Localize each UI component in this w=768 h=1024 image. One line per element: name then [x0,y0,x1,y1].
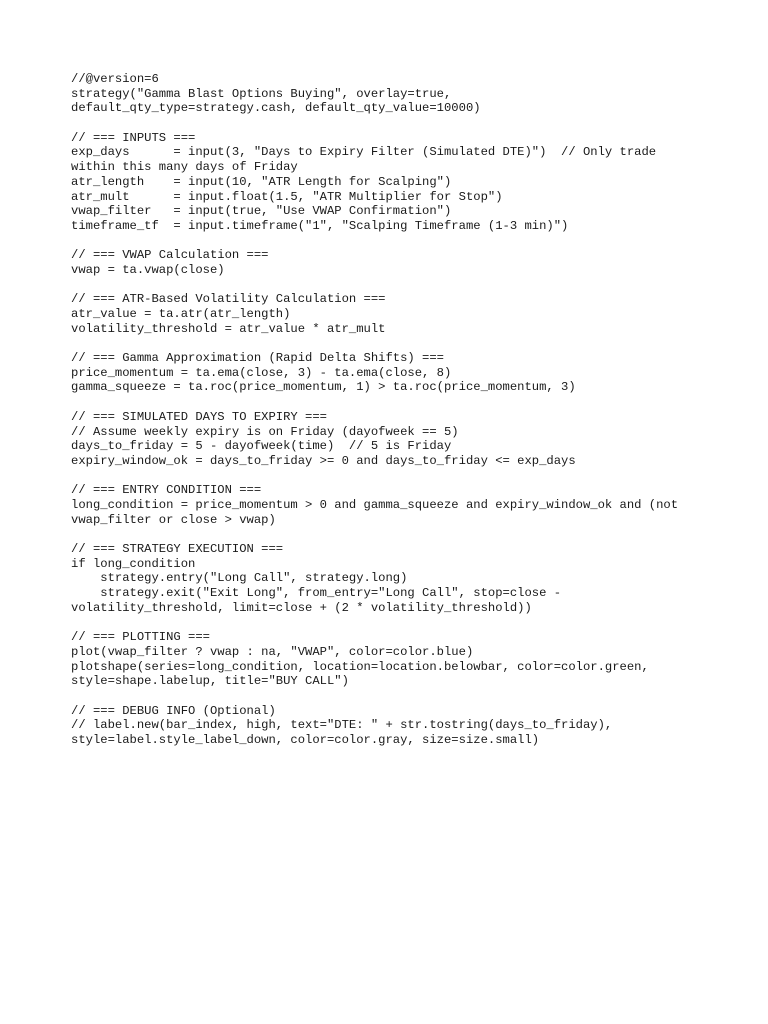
code-line: gamma_squeeze = ta.roc(price_momentum, 1) > ta.roc(price_momentum, 3) [71,380,576,395]
code-line: // === DEBUG INFO (Optional) [71,703,276,718]
code-line: exp_days = input(3, "Days to Expiry Filter (Simulated DTE)") // Only trade [71,145,657,160]
blank-line [71,395,711,410]
code-line: //@version=6 [71,72,159,86]
code-line: strategy.exit("Exit Long", from_entry="Long Call", stop=close - [71,586,562,601]
code-line: // label.new(bar_index, high, text="DTE: " + str.tostring(days_to_friday), [71,718,613,733]
code-line: // === ENTRY CONDITION === [71,483,262,498]
code-line: volatility_threshold = atr_value * atr_mult [71,321,386,336]
code-line: plotshape(series=long_condition, location=location.belowbar, color=color.green, [71,659,649,674]
blank-line [71,336,711,351]
code-line: if long_condition [71,556,196,571]
code-line: strategy("Gamma Blast Options Buying", overlay=true, [71,86,452,101]
code-line: // === VWAP Calculation === [71,248,269,263]
code-line: vwap_filter = input(true, "Use VWAP Confirmation") [71,204,452,219]
blank-line [71,116,711,131]
code-line: expiry_window_ok = days_to_friday >= 0 and days_to_friday <= exp_days [71,453,576,468]
code-line: strategy.entry("Long Call", strategy.long) [71,571,408,586]
code-line: // === ATR-Based Volatility Calculation === [71,292,386,307]
code-document [71,72,711,748]
code-line: // === PLOTTING === [71,630,210,645]
blank-line [71,615,711,630]
blank-line [71,234,711,249]
code-line: vwap = ta.vwap(close) [71,262,225,277]
code-line: atr_value = ta.atr(atr_length) [71,307,291,321]
code-line: timeframe_tf = input.timeframe("1", "Scalping Timeframe (1-3 min)") [71,218,569,233]
code-line: style=label.style_label_down, color=color.gray, size=size.small) [71,732,540,747]
code-line: // === INPUTS === [71,130,196,145]
code-line: vwap_filter or close > vwap) [71,512,276,527]
code-line: long_condition = price_momentum > 0 and gamma_squeeze and expiry_window_ok and (not [71,497,679,512]
code-line: // === STRATEGY EXECUTION === [71,542,284,556]
code-line: default_qty_type=strategy.cash, default_qty_value=10000) [71,101,481,116]
code-line: // === Gamma Approximation (Rapid Delta Shifts) === [71,351,444,366]
code-line: plot(vwap_filter ? vwap : na, "VWAP", color=color.blue) [71,644,474,659]
code-line: atr_mult = input.float(1.5, "ATR Multiplier for Stop") [71,189,503,204]
code-line: within this many days of Friday [71,160,298,175]
code-line: atr_length = input(10, "ATR Length for Scalping") [71,174,452,189]
code-line: volatility_threshold, limit=close + (2 * volatility_threshold)) [71,600,532,615]
code-line: // === SIMULATED DAYS TO EXPIRY === [71,409,327,424]
blank-line [71,689,711,704]
blank-line [71,278,711,293]
code-line: price_momentum = ta.ema(close, 3) - ta.ema(close, 8) [71,365,452,380]
blank-line [71,469,711,484]
code-line: style=shape.labelup, title="BUY CALL") [71,674,349,689]
code-line: // Assume weekly expiry is on Friday (dayofweek == 5) [71,424,459,439]
blank-line [71,527,711,542]
code-line: days_to_friday = 5 - dayofweek(time) // 5 is Friday [71,439,452,454]
